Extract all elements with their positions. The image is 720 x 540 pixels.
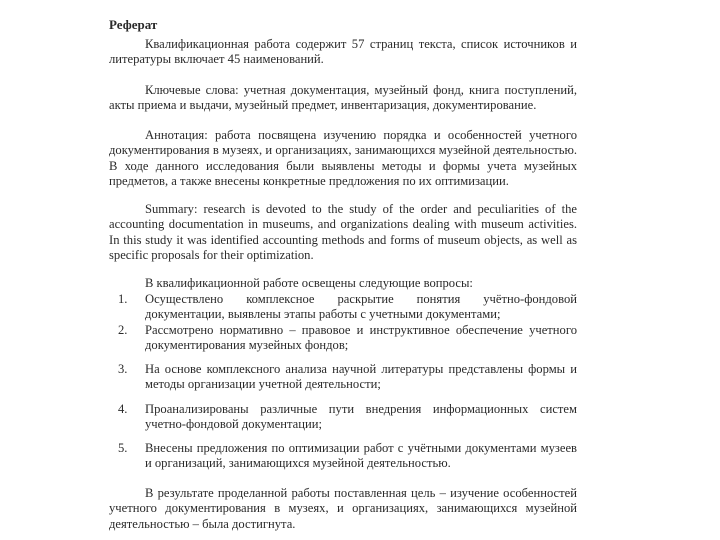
list-item	[118, 292, 577, 323]
list-item	[118, 441, 577, 472]
list-item-text: На основе комплексного анализа научной литературы представлены формы и методы организации учетной деятельности;	[145, 362, 577, 392]
list-item-number: 5.	[118, 441, 128, 455]
list-item-number: 1.	[118, 292, 128, 306]
list-item-number: 4.	[118, 402, 128, 416]
list-item	[118, 402, 577, 433]
document-title: Реферат	[109, 17, 158, 32]
list-item-number: 3.	[118, 362, 128, 376]
list-item-text: Рассмотрено нормативно – правовое и инструктивное обеспечение учетного документирования музейных фондов;	[145, 323, 577, 353]
list-item-text: Осуществлено комплексное раскрытие понятия учётно-фондовой документации, выявлены этапы работы с учетными документами;	[145, 292, 577, 322]
summary-ru-paragraph: Квалификационная работа содержит 57 страниц текста, список источников и литературы включает 45 наименований.	[109, 37, 577, 67]
keywords-paragraph: Ключевые слова: учетная документация, музейный фонд, книга поступлений, акты приема и выдачи, музейный предмет, инвентаризация, документирование.	[109, 83, 577, 113]
list-intro: В квалификационной работе освещены следующие вопросы:	[145, 276, 473, 290]
summary-en-paragraph: Summary: research is devoted to the study of the order and peculiarities of the accounting documentation in museums, and organizations dealing with museum activities. In this study it was identified accounting methods and forms of museum objects, as well as specific proposals for their optimization.	[109, 202, 577, 263]
list-item	[118, 323, 577, 354]
list-item-text: Внесены предложения по оптимизации работ с учётными документами музеев и организаций, занимающихся музейной деятельностью.	[145, 441, 577, 471]
list-item-number: 2.	[118, 323, 128, 337]
list-item	[118, 362, 577, 393]
conclusion-paragraph: В результате проделанной работы поставленная цель – изучение особенностей учетного документирования в музеях, и организациях, занимающихся музейной деятельностью – была достигнута.	[109, 486, 577, 531]
list-item-text: Проанализированы различные пути внедрения информационных систем учетно-фондовой документации;	[145, 402, 577, 432]
annotation-paragraph: Аннотация: работа посвящена изучению порядка и особенностей учетного документирования в музеях, и организациях, занимающихся музейной деятельностью. В ходе данного исследования были выявлены методы и формы учета музейных предметов, а также внесены конкретные предложения по их оптимизации.	[109, 128, 577, 189]
